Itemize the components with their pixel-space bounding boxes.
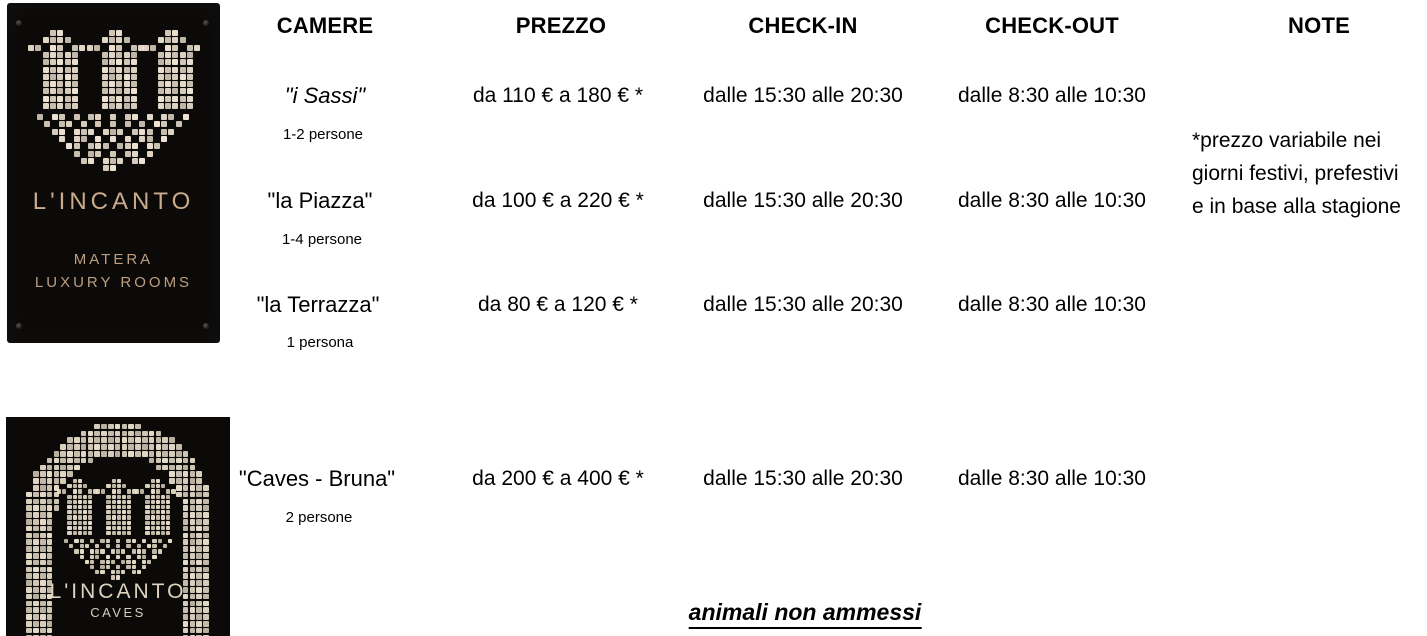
column-header-note: NOTE — [1288, 13, 1350, 38]
logo-caves-subtitle: CAVES — [90, 605, 146, 620]
screw-icon — [16, 20, 22, 26]
room-capacity: 2 persone — [285, 509, 353, 526]
column-header-prezzo: PREZZO — [515, 13, 607, 38]
room-name: "la Terrazza" — [256, 292, 380, 317]
screw-icon — [203, 20, 209, 26]
logo-rooms-subtitle: LUXURY ROOMS — [34, 274, 193, 291]
price-note-line: e in base alla stagione — [1192, 195, 1401, 218]
room-check-in: dalle 15:30 alle 20:30 — [703, 293, 903, 316]
column-header-camere: CAMERE — [276, 13, 374, 38]
column-header-check-out: CHECK-OUT — [985, 13, 1119, 38]
room-capacity: 1-4 persone — [281, 231, 363, 248]
room-name: "Caves - Bruna" — [238, 466, 396, 491]
room-price: da 110 € a 180 € * — [472, 84, 644, 107]
room-capacity: 1 persona — [286, 334, 354, 351]
room-price: da 80 € a 120 € * — [478, 293, 638, 316]
price-note — [1192, 124, 1401, 223]
logo-caves — [6, 417, 230, 636]
room-capacity: 1-2 persone — [282, 126, 364, 143]
price-note-line: giorni festivi, prefestivi — [1192, 162, 1399, 185]
logo-rooms-title: L'INCANTO — [32, 188, 195, 215]
column-header-check-in: CHECK-IN — [748, 13, 858, 38]
screw-icon — [203, 323, 209, 329]
room-check-out: dalle 8:30 alle 10:30 — [958, 467, 1146, 490]
room-price: da 200 € a 400 € * — [472, 467, 644, 490]
logo-matera-luxury-rooms — [7, 3, 220, 343]
screw-icon — [16, 323, 22, 329]
logo-caves-title: L'INCANTO — [49, 580, 187, 603]
room-check-out: dalle 8:30 alle 10:30 — [958, 84, 1146, 107]
room-check-in: dalle 15:30 alle 20:30 — [703, 189, 903, 212]
room-name: "i Sassi" — [284, 83, 366, 108]
room-check-in: dalle 15:30 alle 20:30 — [703, 467, 903, 490]
price-note-line: *prezzo variabile nei — [1192, 129, 1382, 152]
room-price: da 100 € a 220 € * — [472, 189, 644, 212]
room-check-in: dalle 15:30 alle 20:30 — [703, 84, 903, 107]
room-check-out: dalle 8:30 alle 10:30 — [958, 293, 1146, 316]
room-name: "la Piazza" — [267, 188, 373, 213]
room-check-out: dalle 8:30 alle 10:30 — [958, 189, 1146, 212]
no-pets-notice: animali non ammessi — [689, 599, 922, 629]
logo-rooms-subtitle: MATERA — [73, 251, 154, 268]
